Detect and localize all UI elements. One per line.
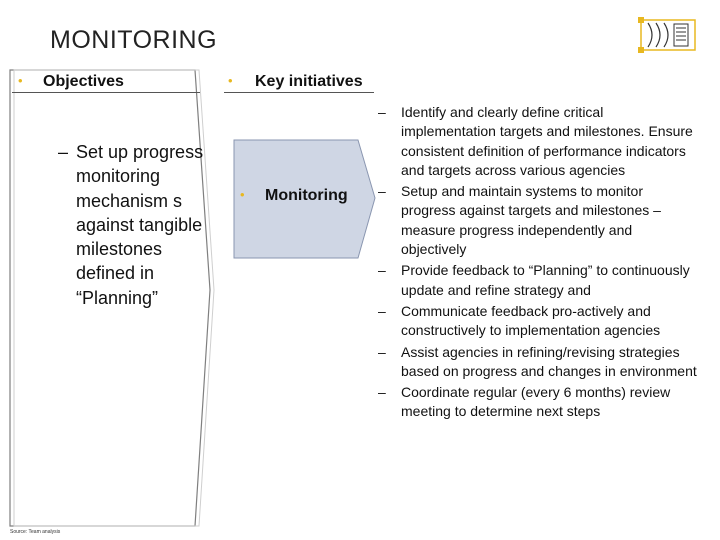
list-item [378, 302, 698, 341]
monitoring-label: Monitoring [265, 187, 348, 204]
list-item [378, 383, 698, 422]
list-item-text: Provide feedback to “Planning” to continuously update and refine strategy and [401, 262, 690, 298]
list-item [378, 343, 698, 382]
objectives-heading: Objectives [43, 73, 124, 90]
dash-marker: – [378, 183, 386, 200]
list-item-text: Communicate feedback pro-actively and constructively to implementation agencies [401, 302, 661, 339]
key-initiatives-divider [224, 92, 374, 93]
list-item-text: Identify and clearly define critical implementation targets and milestones. Ensure consistent definition of performance indicators and targets across various agencies [401, 104, 693, 178]
dash-marker: – [378, 302, 386, 319]
dash-marker: – [378, 384, 386, 401]
dash-marker: – [378, 104, 386, 120]
bullet-icon: • [18, 73, 23, 88]
dash-marker: – [58, 142, 69, 162]
objectives-text: Set up progress monitoring mechanism s against tangible milestones defined in “Planning” [76, 142, 204, 308]
key-initiatives-heading: Key initiatives [255, 73, 363, 90]
list-item [378, 103, 698, 180]
source-note: Source: Team analysis [10, 529, 61, 535]
objectives-item [58, 140, 208, 310]
objectives-divider [12, 92, 200, 93]
list-item [378, 182, 698, 259]
dash-marker: – [378, 262, 386, 279]
list-item-text: Assist agencies in refining/revising strategies based on progress and changes in environment [401, 343, 697, 379]
list-item-text: Coordinate regular (every 6 months) review meeting to determine next steps [401, 384, 671, 420]
list-item [378, 261, 698, 300]
list-item-text: Setup and maintain systems to monitor progress against targets and milestones – measure progress independently and objectively [401, 183, 661, 258]
bullet-icon: • [240, 187, 245, 202]
dash-marker: – [378, 343, 386, 360]
bullet-icon: • [228, 73, 233, 88]
page-title: MONITORING [50, 26, 218, 54]
initiatives-list [378, 103, 698, 424]
